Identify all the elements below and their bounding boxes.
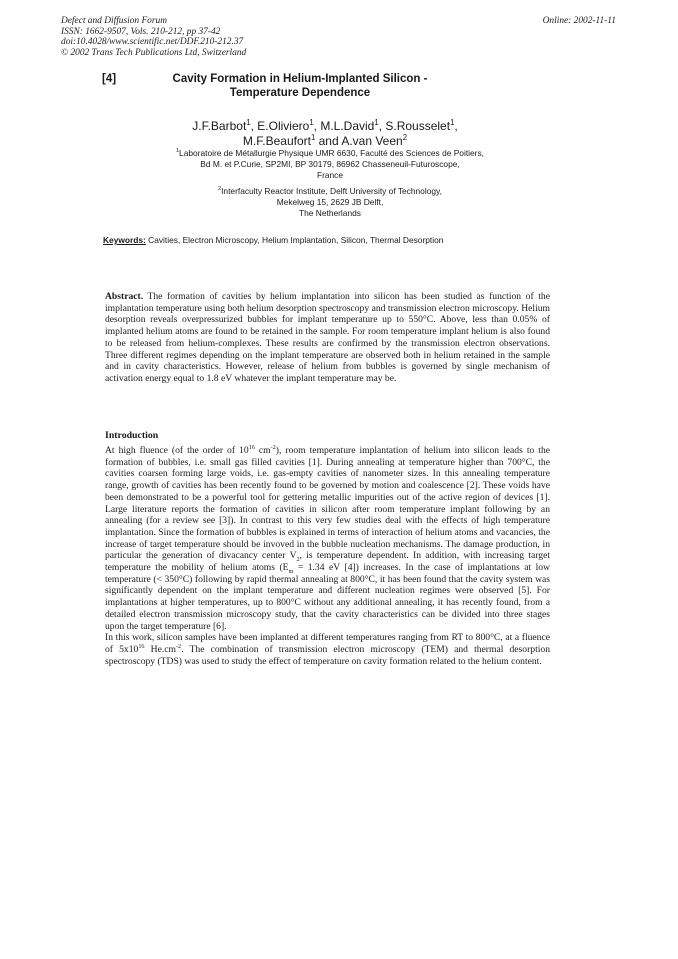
author-name: J.F.Barbot <box>192 119 247 133</box>
author-affiliation-mark: 1 <box>450 118 455 127</box>
superscript: -2 <box>270 443 276 451</box>
keywords-text: Cavities, Electron Microscopy, Helium Implantation, Silicon, Thermal Desorption <box>145 235 444 245</box>
introduction-body <box>105 445 550 667</box>
author-name: , M.L.David <box>313 119 375 133</box>
section-heading-introduction: Introduction <box>105 430 159 441</box>
affiliation-line: Mekelweg 15, 2629 JB Delft, <box>276 197 384 207</box>
author-affiliation-mark: 1 <box>309 118 314 127</box>
text-run: At high fluence (of the order of 10 <box>105 445 249 456</box>
text-run: cm <box>254 445 271 456</box>
subscript: 2 <box>296 556 300 564</box>
paper-number: [4] <box>102 73 117 85</box>
title-line-2: Temperature Dependence <box>229 87 371 99</box>
superscript: 16 <box>138 642 145 650</box>
affiliation-text: Interfaculty Reactor Institute, Delft University of Technology, <box>221 186 442 196</box>
affiliation-line: Bd M. et P.Curie, SP2MI, BP 30179, 86962 Chasseneuil-Futuroscope, <box>200 159 460 169</box>
keywords-label: Keywords: <box>103 235 146 245</box>
affiliation-2 <box>110 186 550 219</box>
affiliation-mark: 1 <box>176 148 180 155</box>
author-affiliation-mark: 2 <box>402 133 408 142</box>
author-name: M.F.Beaufort <box>242 134 311 148</box>
paragraph <box>105 445 550 632</box>
abstract <box>105 291 550 385</box>
abstract-text: The formation of cavities by helium implantation into silicon has been studied as function of the implantation temperature using both helium desorption spectroscopy and transmission electron microscopy. Helium desorption reveals overpressurized bubbles for implant temperature up to 550°C. Above, less than 0.05% of implanted helium atoms are found to be retained in the sample. For room temperature implant helium is also found to be released from helium-complexes. These results are confirmed by the transmission electron observations. Three different regimes depending on the implant temperature are observed both in helium retained in the sample and in cavity characteristics. However, release of helium from bubbles is governed by single mechanism of activation energy equal to 1.8 eV whatever the implant temperature may be. <box>105 291 550 384</box>
title-line-1: Cavity Formation in Helium-Implanted Silicon - <box>172 73 428 85</box>
journal-header <box>61 16 246 58</box>
author-affiliation-mark: 1 <box>246 118 251 127</box>
author-line-2 <box>140 134 510 149</box>
author-name: and A.van Veen <box>315 134 403 148</box>
keywords <box>103 235 573 245</box>
doi-line[interactable]: doi:10.4028/www.scientific.net/DDF.210-212.37 <box>61 37 244 48</box>
author-name: , E.Oliviero <box>250 119 310 133</box>
text-run: = 1.34 eV [4]) increases. In the case of implantations at low temperature (< 350°C) following by rapid thermal annealing at 800°C, it has been found that the cavity system was significantly dependent on the implant temperature and different nucleation regimes were observed [5]. For implantations at higher temperatures, up to 800°C without any additional annealing, it has recently found, from a detailed electron transmission microscopy study, that the cavity characteristics can be divided into three stages upon the target temperature [6]. <box>105 562 550 632</box>
text-run: , is temperature dependent. In addition, with increasing target temperature the mobility of helium atoms (E <box>105 550 550 574</box>
paragraph <box>105 632 550 667</box>
affiliation-mark: 2 <box>218 186 222 193</box>
affiliation-1 <box>110 148 550 181</box>
author-separator: , <box>454 119 458 133</box>
affiliation-line: France <box>316 170 344 180</box>
author-line-1 <box>140 119 510 134</box>
author-affiliation-mark: 1 <box>374 118 379 127</box>
author-list <box>140 119 510 149</box>
superscript: 16 <box>248 443 255 451</box>
affiliation-line <box>110 186 550 197</box>
issn-line: ISSN: 1662-9507, Vols. 210-212, pp 37-42 <box>61 26 221 37</box>
text-run: ), room temperature implantation of helium into silicon leads to the formation of bubbles, i.e. small gas filled cavities [1]. During annealing at temperature higher than 700°C, the cavities coarsen forming large voids, i.e. gas-empty cavities of nanometer sizes. In this annealing temperature range, growth of cavities has been recently found to be governed by motion and coalescence [2]. These voids have been demonstrated to be a powerful tool for gettering metallic impurities out of the active region of devices [1]. Large literature reports the formation of cavities in silicon after room temperature implant following by an annealing (for a review see [3]). In contrast to this very few studies deal with the effects of high temperature implantation. Since the formation of bubbles is explained in terms of interaction of helium atoms and vacancies, the increase of target temperature should be invoved in the bubble nucleation mechanisms. The damage production, in particular the generation of divacancy center V <box>105 445 550 562</box>
author-name: , S.Rousselet <box>378 119 451 133</box>
text-run: . The combination of transmission electron microscopy (TEM) and thermal desorption spectroscopy (TDS) was used to study the effect of temperature on cavity formation related to the helium content. <box>105 643 550 667</box>
journal-name: Defect and Diffusion Forum <box>61 16 167 26</box>
superscript: -2 <box>175 642 182 650</box>
subscript: m <box>288 567 294 575</box>
text-run: In this work, silicon samples have been implanted at different temperatures ranging from RT to 800°C, at a fluence of 5x10 <box>105 632 550 655</box>
affiliation-line <box>110 148 550 159</box>
affiliation-line: The Netherlands <box>299 208 361 218</box>
copyright-line: © 2002 Trans Tech Publications Ltd, Switzerland <box>61 47 247 58</box>
affiliation-text: Laboratoire de Métallurgie Physique UMR 6630, Faculté des Sciences de Poitiers, <box>179 148 484 158</box>
abstract-label: Abstract. <box>105 291 144 302</box>
paper-title <box>130 72 470 100</box>
text-run: He.cm <box>144 643 176 655</box>
online-date: Online: 2002-11-11 <box>542 16 616 26</box>
author-affiliation-mark: 1 <box>310 133 316 142</box>
